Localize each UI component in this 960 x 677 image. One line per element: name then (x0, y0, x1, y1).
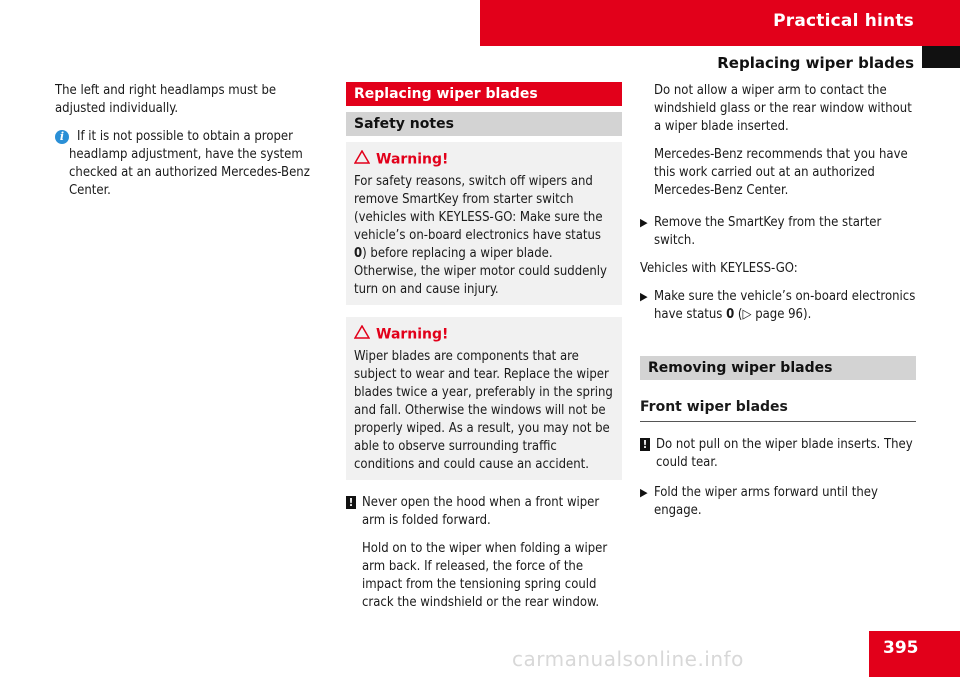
hood-note (346, 494, 622, 612)
warning-title-2 (354, 325, 614, 344)
step-fold-wiper-arms (640, 484, 916, 520)
inserts-note-text: Do not pull on the wiper blade inserts. They could tear. (656, 437, 913, 470)
info-note-text: If it is not possible to obtain a proper headlamp adjustment, have the system checked at an authorized Mercedes-Benz Center. (69, 129, 310, 198)
page-title: Replacing wiper blades (717, 54, 914, 72)
watermark-text: carmanualsonline.info (512, 647, 744, 671)
status-value: 0 (354, 246, 363, 261)
warning-title-text-2: Warning! (376, 326, 449, 343)
step-check-status (640, 288, 916, 324)
info-icon: i (55, 130, 69, 144)
wiper-contact-paragraph: Do not allow a wiper arm to contact the windshield glass or the rear window without a wiper blade inserted. (654, 83, 912, 134)
removing-wiper-blades-heading: Removing wiper blades (640, 356, 916, 380)
hood-note-text-1: Never open the hood when a front wiper arm is folded forward. (362, 495, 600, 528)
headlamp-paragraph: The left and right headlamps must be adjusted individually. (55, 83, 277, 116)
warning-triangle-icon (354, 150, 376, 169)
warning-body-1a: For safety reasons, switch off wipers and remove SmartKey from starter switch (vehicles with KEYLESS-GO: Make sure the vehicle’s on-board electronics have status (354, 174, 603, 243)
warning-box-1 (346, 142, 622, 305)
keyless-label: Vehicles with KEYLESS-GO: (640, 261, 798, 276)
step-arrow-icon: ▶ (640, 216, 648, 229)
warning-title-1 (354, 150, 614, 169)
page-tab-marker (922, 46, 960, 68)
section-heading: Replacing wiper blades (346, 82, 622, 106)
section-header-bar (480, 0, 960, 46)
warning-body-2: Wiper blades are components that are subject to wear and tear. Replace the wiper blades twice a year, preferably in the spring and fall. Otherwise the windows will not be properly wiped. As a result, you may not be able to observe surrounding traffic conditions and could cause an accident. (354, 349, 613, 472)
step-check-status-text-a: Make sure the vehicle’s on-board electronics have status (654, 289, 916, 322)
page-number-badge (869, 631, 960, 677)
warning-body-1 (354, 173, 614, 299)
step-fold-wiper-arms-text: Fold the wiper arms forward until they engage. (654, 485, 878, 518)
warning-body-1b: ) before replacing a wiper blade. Otherwise, the wiper motor could suddenly turn on and cause injury. (354, 246, 607, 297)
info-note (55, 128, 325, 200)
inserts-note (640, 436, 916, 472)
step-arrow-icon: ▶ (640, 290, 648, 303)
exclamation-icon: ! (346, 496, 356, 509)
recommendation-paragraph: Mercedes-Benz recommends that you have this work carried out at an authorized Mercedes-Benz Center. (654, 147, 908, 198)
step-remove-smartkey (640, 214, 916, 250)
step-arrow-icon: ▶ (640, 486, 648, 499)
section-title: Practical hints (773, 11, 914, 31)
page-number: 395 (883, 638, 919, 658)
status-value: 0 (726, 307, 735, 322)
column-right (640, 82, 916, 530)
warning-title-text-1: Warning! (376, 151, 449, 168)
column-left (55, 82, 325, 200)
safety-notes-heading: Safety notes (346, 112, 622, 136)
hood-note-text-2: Hold on to the wiper when folding a wiper arm back. If released, the force of the impact from the tensioning spring could crack the windshield or the rear window. (362, 541, 608, 610)
step-remove-smartkey-text: Remove the SmartKey from the starter switch. (654, 215, 882, 248)
warning-box-2 (346, 317, 622, 480)
warning-triangle-icon (354, 325, 376, 344)
exclamation-icon: ! (640, 438, 650, 451)
front-wiper-blades-heading: Front wiper blades (640, 398, 916, 422)
column-middle (346, 82, 622, 622)
page-reference-link[interactable]: (▷ page 96). (734, 307, 812, 322)
